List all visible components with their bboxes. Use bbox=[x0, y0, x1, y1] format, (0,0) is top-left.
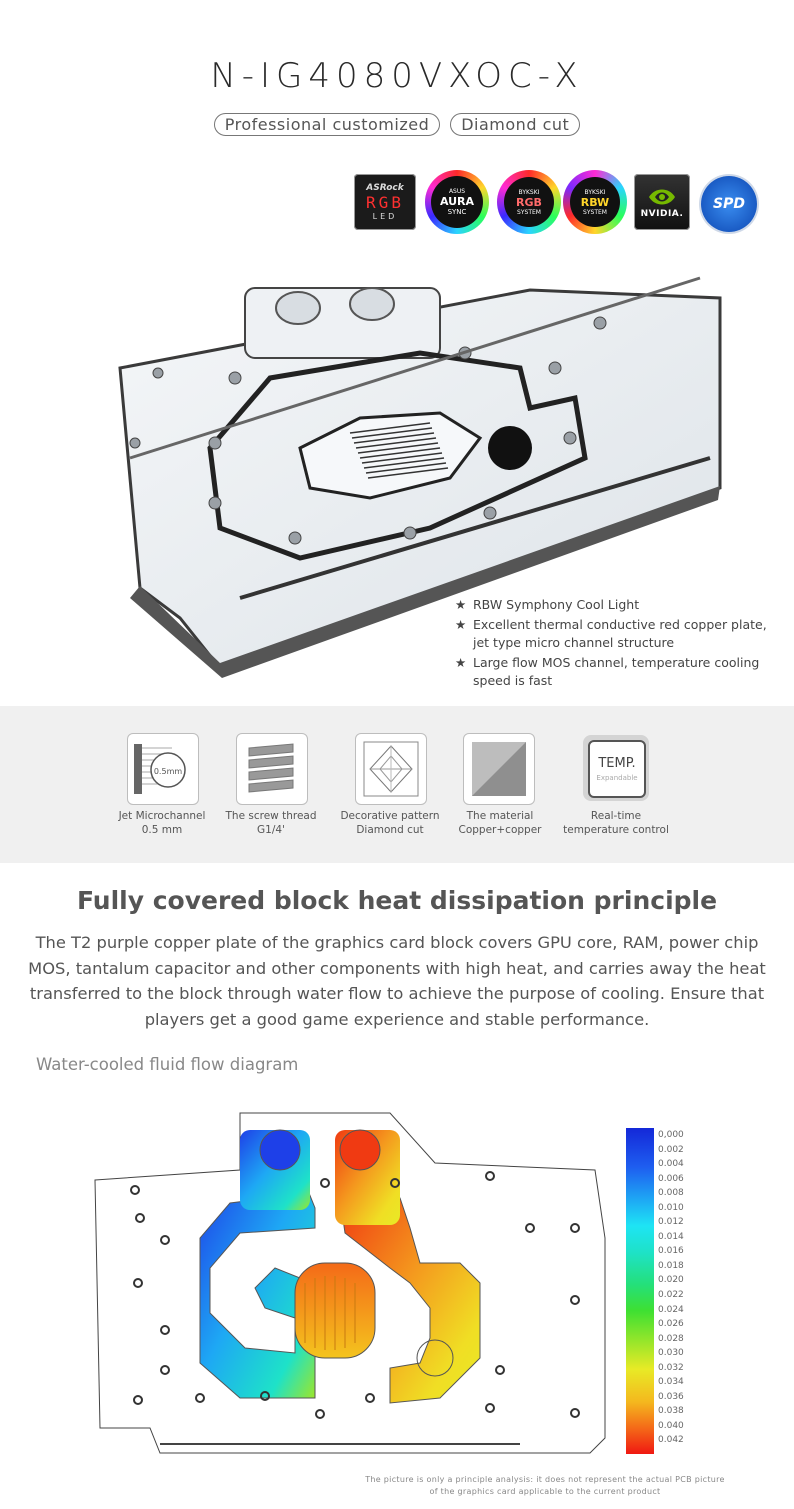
flow-legend-colorbar bbox=[626, 1128, 654, 1454]
spd-badge bbox=[701, 176, 757, 232]
star-icon: ★ bbox=[455, 597, 467, 612]
legend-value: 0.028 bbox=[658, 1333, 684, 1344]
feature-list bbox=[455, 596, 775, 692]
legend-value: 0.012 bbox=[658, 1217, 684, 1228]
feature-item bbox=[455, 596, 775, 614]
legend-value: 0.036 bbox=[658, 1391, 684, 1402]
spec-caption-line: The material bbox=[466, 810, 534, 822]
legend-value: 0.032 bbox=[658, 1362, 684, 1373]
legend-value: 0.022 bbox=[658, 1290, 684, 1301]
asrock-rgb-led-badge bbox=[354, 174, 416, 230]
spec-caption-line: The screw thread bbox=[225, 810, 317, 822]
bykski-rgb-system: SYSTEM bbox=[517, 208, 541, 216]
legend-value: 0.040 bbox=[658, 1420, 684, 1431]
bykski-rgb-text: RGB bbox=[516, 195, 542, 209]
jet-icon-text: 0.5mm bbox=[153, 767, 183, 776]
asrock-led-text: LED bbox=[372, 212, 398, 221]
bykski-rbw-system: SYSTEM bbox=[583, 208, 607, 216]
feature-text: Large flow MOS channel, temperature cooling speed is fast bbox=[473, 655, 760, 688]
temp-icon-subtext: Expandable bbox=[596, 774, 638, 782]
spec-caption-line: G1/4' bbox=[257, 824, 285, 836]
legend-value: 0.030 bbox=[658, 1348, 684, 1359]
legend-value: 0.002 bbox=[658, 1144, 684, 1155]
disclaimer bbox=[330, 1474, 760, 1498]
spec-caption-line: Diamond cut bbox=[356, 824, 424, 836]
diamond-cut-icon bbox=[355, 733, 427, 805]
screw-thread-icon bbox=[236, 733, 308, 805]
legend-value: 0.024 bbox=[658, 1304, 684, 1315]
legend-value: 0.034 bbox=[658, 1377, 684, 1388]
principle-title: Fully covered block heat dissipation principle bbox=[76, 886, 718, 915]
legend-value: 0.020 bbox=[658, 1275, 684, 1286]
star-icon: ★ bbox=[455, 617, 467, 632]
temp-icon-text: TEMP. bbox=[598, 756, 636, 771]
legend-value: 0.038 bbox=[658, 1406, 684, 1417]
spec-caption-line: Real-time bbox=[590, 810, 642, 822]
feature-text: Excellent thermal conductive red copper plate, jet type micro channel structure bbox=[473, 617, 767, 650]
legend-value: 0.016 bbox=[658, 1246, 684, 1257]
material-icon bbox=[463, 733, 535, 805]
spec-caption-line: Decorative pattern bbox=[340, 810, 440, 822]
feature-text: RBW Symphony Cool Light bbox=[473, 597, 640, 612]
spd-label: SPD bbox=[713, 196, 745, 212]
asus-aura-text: AURA bbox=[439, 195, 475, 208]
asus-sync-text: SYNC bbox=[447, 208, 467, 216]
tag-diamond-cut: Diamond cut bbox=[450, 113, 580, 136]
temp-control-icon bbox=[581, 733, 651, 803]
jet-microchannel-icon bbox=[127, 733, 199, 805]
bykski-rgb-brand: BYKSKI bbox=[518, 188, 540, 196]
star-icon: ★ bbox=[455, 655, 467, 670]
spec-caption-line: 0.5 mm bbox=[141, 824, 183, 836]
fluid-flow-diagram bbox=[90, 1108, 620, 1468]
spec-caption-temp bbox=[546, 809, 686, 837]
legend-value: 0.018 bbox=[658, 1260, 684, 1271]
legend-value: 0.010 bbox=[658, 1202, 684, 1213]
flow-legend-values bbox=[658, 1128, 708, 1448]
tag-row bbox=[0, 113, 794, 136]
feature-item bbox=[455, 616, 775, 652]
asrock-brand: ASRock bbox=[366, 183, 404, 193]
legend-value: 0,000 bbox=[658, 1130, 684, 1140]
bykski-rgb-system-badge bbox=[497, 170, 561, 234]
flow-diagram-caption: Water-cooled fluid flow diagram bbox=[36, 1055, 299, 1074]
tag-professional-customized: Professional customized bbox=[214, 113, 441, 136]
nvidia-badge bbox=[634, 174, 690, 230]
asrock-rgb-text: RGB bbox=[366, 193, 404, 212]
disclaimer-line: The picture is only a principle analysis: it does not represent the actual PCB picture bbox=[365, 1475, 725, 1484]
legend-value: 0.042 bbox=[658, 1435, 684, 1446]
bykski-rbw-brand: BYKSKI bbox=[584, 188, 606, 196]
spec-caption-line: Copper+copper bbox=[458, 824, 542, 836]
legend-value: 0.006 bbox=[658, 1173, 684, 1184]
bykski-rbw-system-badge bbox=[563, 170, 627, 234]
nvidia-label: NVIDIA. bbox=[640, 209, 684, 219]
spec-caption-line: temperature control bbox=[563, 824, 669, 836]
disclaimer-line: of the graphics card applicable to the current product bbox=[429, 1487, 661, 1496]
spec-caption-line: Jet Microchannel bbox=[118, 810, 206, 822]
asus-brand: ASUS bbox=[448, 188, 466, 195]
bykski-rbw-text: RBW bbox=[580, 195, 610, 209]
product-model-title: N-IG4080VXOC-X bbox=[210, 56, 584, 96]
asus-aura-sync-badge bbox=[425, 170, 489, 234]
feature-item bbox=[455, 654, 775, 690]
legend-value: 0.026 bbox=[658, 1319, 684, 1330]
principle-body: The T2 purple copper plate of the graphics card block covers GPU core, RAM, power chip MOS, tantalum capacitor and other components with high heat, and carries away the heat transferred to the block through water flow to achieve the purpose of cooling. Ensure that players get a good game experience and stable performance. bbox=[28, 933, 766, 1029]
legend-value: 0.014 bbox=[658, 1231, 684, 1242]
legend-value: 0.008 bbox=[658, 1188, 684, 1199]
nvidia-eye-icon bbox=[645, 185, 679, 209]
legend-value: 0.004 bbox=[658, 1159, 684, 1170]
